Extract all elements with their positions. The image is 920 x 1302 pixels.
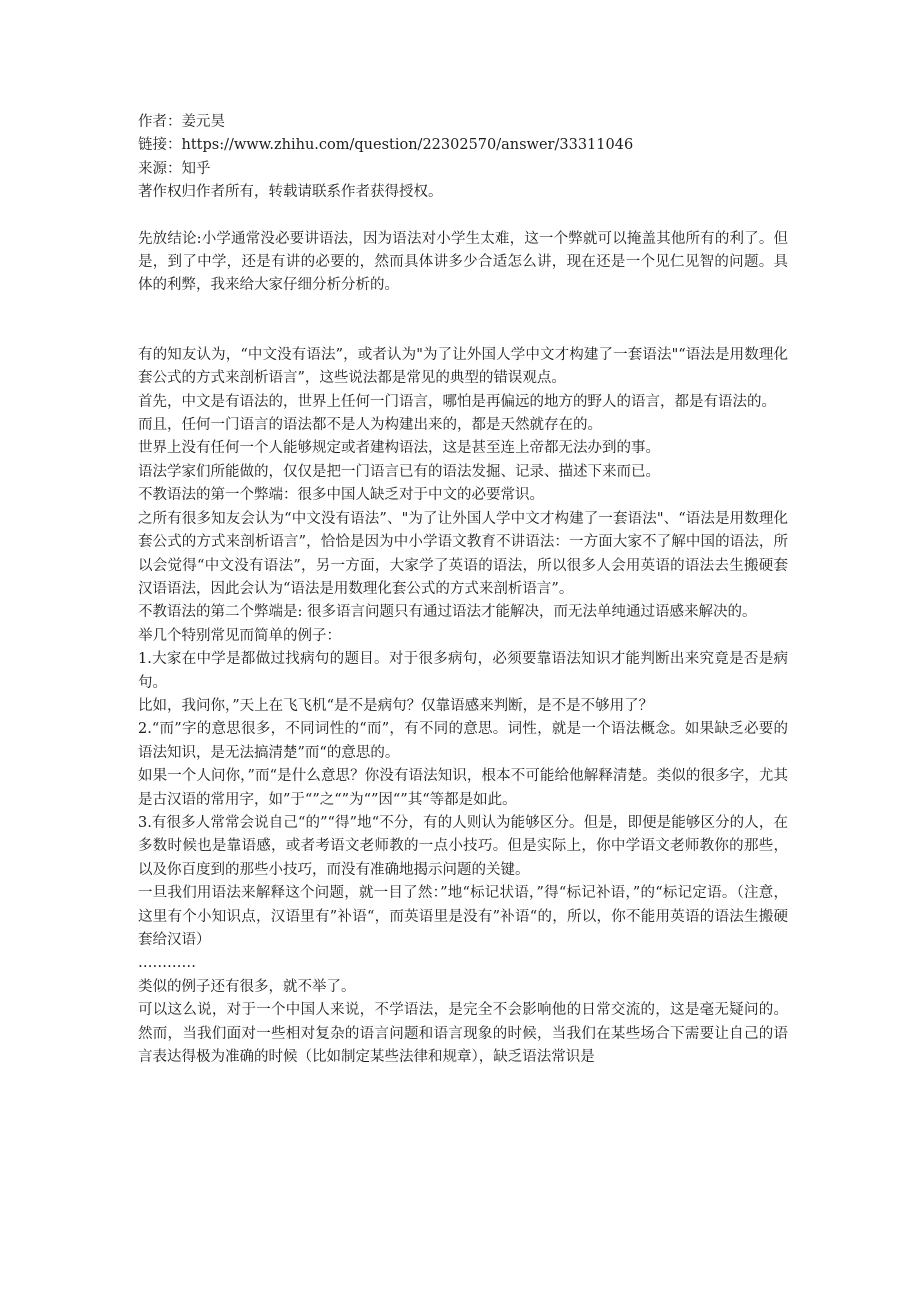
- ellipsis-line: …………: [138, 955, 196, 972]
- body-paragraph: 如果一个人问你，”而“是什么意思？你没有语法知识，根本不可能给他解释清楚。类似的很多字，尤其是古汉语的常用字，如”于“”之“”为“”因“”其“等都是如此。: [138, 768, 788, 808]
- body-paragraph: 一旦我们用语法来解释这个问题，就一目了然：”地“标记状语，”得“标记补语，”的“标记定语。（注意，这里有个小知识点，汉语里有”补语“，而英语里是没有”补语“的，所以，你不能用英语的语法生搬硬套给汉语）: [138, 885, 788, 948]
- source-line: 来源：知乎: [138, 160, 211, 177]
- link-line: 链接：https://www.zhihu.com/question/22302570/answer/33311046: [138, 137, 634, 154]
- body-paragraph: 3.有很多人常常会说自己“的”“得”地“不分，有的人则认为能够区分。但是，即便是能够区分的人，在多数时候也是靠语感，或者考语文老师教的一点小技巧。但是实际上，你中学语文老师教你的那些，以及你百度到的那些小技巧，而没有准确地揭示问题的关键。: [138, 814, 788, 878]
- body-paragraph: 2.“而”字的意思很多，不同词性的“而”，有不同的意思。词性，就是一个语法概念。如果缺乏必要的语法知识，是无法搞清楚”而“的意思的。: [138, 721, 788, 761]
- body-paragraph: 不教语法的第一个弊端：很多中国人缺乏对于中文的必要常识。: [138, 487, 544, 504]
- body-paragraph: 举几个特别常见而简单的例子：: [138, 627, 341, 644]
- body-paragraph: 而且，任何一门语言的语法都不是人为构建出来的，都是天然就存在的。: [138, 417, 602, 434]
- spacer: [138, 298, 788, 344]
- body-paragraph: 可以这么说，对于一个中国人来说，不学语法，是完全不会影响他的日常交流的，这是毫无疑问的。然而，当我们面对一些相对复杂的语言问题和语言现象的时候，当我们在某些场合下需要让自己的语言表达得极为准确的时候（比如制定某些法律和规章），缺乏语法常识是: [138, 1002, 788, 1066]
- body-paragraph: 之所有很多知友会认为“中文没有语法”、"为了让外国人学中文才构建了一套语法"、“语法是用数理化套公式的方式来剖析语言”，恰恰是因为中小学语文教育不讲语法：一方面大家不了解中国的语法，所以会觉得“中文没有语法”，另一方面，大家学了英语的语法，所以很多人会用英语的语法去生搬硬套汉语语法，因此会认为“语法是用数理化套公式的方式来剖析语言”。: [138, 510, 788, 597]
- body-paragraph: 类似的例子还有很多，就不举了。: [138, 978, 356, 995]
- body-paragraph: 比如，我问你，”天上在飞飞机“是不是病句？仅靠语感来判断，是不是不够用了？: [138, 697, 654, 714]
- body-paragraph: 语法学家们所能做的，仅仅是把一门语言已有的语法发掘、记录、描述下来而已。: [138, 463, 660, 480]
- conclusion-paragraph: 先放结论:小学通常没必要讲语法，因为语法对小学生太难，这一个弊就可以掩盖其他所有的利了。但是，到了中学，还是有讲的必要的，然而具体讲多少合适怎么讲，现在还是一个见仁见智的问题。具体的利弊，我来给大家仔细分析分析的。: [138, 230, 788, 294]
- author-line: 作者：姜元昊: [138, 114, 225, 130]
- copyright-line: 著作权归作者所有，转载请联系作者获得授权。: [138, 184, 443, 201]
- body-paragraph: 世界上没有任何一个人能够规定或者建构语法，这是甚至连上帝都无法办到的事。: [138, 440, 660, 457]
- spacer: [138, 205, 788, 228]
- body-paragraph: 有的知友认为，“中文没有语法”，或者认为"为了让外国人学中文才构建了一套语法"“语法是用数理化套公式的方式来剖析语言”，这些说法都是常见的典型的错误观点。: [138, 346, 788, 387]
- body-paragraph: 首先，中文是有语法的，世界上任何一门语言，哪怕是再偏远的地方的野人的语言，都是有语法的。: [138, 393, 776, 410]
- body-paragraph: 不教语法的第二个弊端是: 很多语言问题只有通过语法才能解决，而无法单纯通过语感来解决的。: [138, 604, 757, 621]
- body-paragraph: 1.大家在中学是都做过找病句的题目。对于很多病句，必须要靠语法知识才能判断出来究竟是否是病句。: [138, 651, 788, 691]
- document-page: [138, 111, 788, 1069]
